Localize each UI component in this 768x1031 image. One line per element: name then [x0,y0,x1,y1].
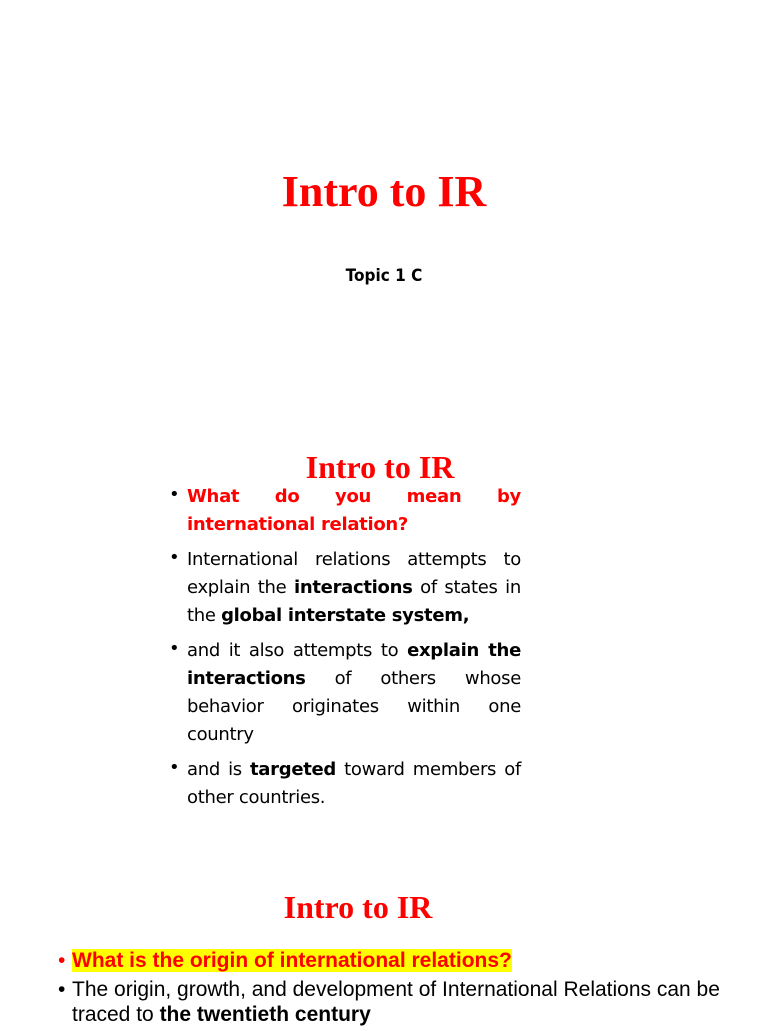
bullet-item-origin [58,977,738,1027]
bullet-text: of others whose behavior originates within one country [187,668,521,745]
content-slide-origin [0,880,768,1024]
bullet-text: and it also attempts to [187,640,408,661]
bullet-item-question [169,483,521,539]
bullet-text: International relations attempts to explain the [187,549,521,598]
bold-term: explain the interactions [187,640,521,689]
bullet-item-definition [169,546,521,630]
question-text: What do you mean by international relation? [187,486,521,535]
bullet-text: toward members of other countries. [187,759,521,808]
bullet-item-interactions [169,637,521,749]
bold-term: targeted [250,759,337,780]
bold-term: the twentieth century [159,1003,371,1026]
bullet-text: of states in the [187,577,521,626]
content-slide-definition [0,440,768,860]
bullet-text: The origin, growth, and development of International Relations can be traced to [72,978,720,1026]
bold-term: interactions [293,577,413,598]
bold-term: global interstate system, [221,605,470,626]
highlighted-question: What is the origin of international relations? [72,949,512,972]
title-slide [0,0,768,400]
bullet-list [58,948,738,1031]
slide-title: Intro to IR [281,167,487,216]
bullet-item-targeted [169,756,521,812]
slide-subtitle: Topic 1 C [345,266,423,286]
bullet-text: and is [187,759,250,780]
slide-heading: Intro to IR [305,449,455,485]
bullet-list [169,483,521,819]
bullet-item-question [58,948,738,973]
slide-heading: Intro to IR [283,889,433,925]
